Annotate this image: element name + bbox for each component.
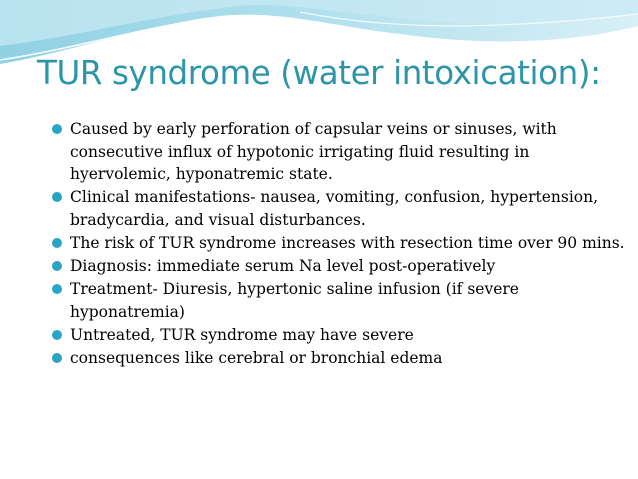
- bullet-list: [46, 118, 626, 370]
- bullet-dot-icon: [52, 124, 62, 134]
- bullet-dot-icon: [52, 192, 62, 202]
- bullet-text: Untreated, TUR syndrome may have severe: [70, 325, 414, 344]
- bullet-text: Diagnosis: immediate serum Na level post-operatively: [70, 257, 496, 276]
- bullet-dot-icon: [52, 284, 62, 294]
- bullet-text: The risk of TUR syndrome increases with resection time over 90 mins.: [70, 233, 625, 252]
- bullet-item: [46, 186, 626, 231]
- bullet-dot-icon: [52, 330, 62, 340]
- bullet-text: consequences like cerebral or bronchial edema: [70, 349, 443, 368]
- bullet-dot-icon: [52, 353, 62, 363]
- bullet-item: [46, 255, 626, 278]
- bullet-item: [46, 324, 626, 347]
- bullet-item: [46, 118, 626, 186]
- bullet-text: Clinical manifestations- nausea, vomiting, confusion, hypertension, bradycardia, and visual disturbances.: [70, 188, 599, 229]
- bullet-item: [46, 232, 626, 255]
- bullet-text: Caused by early perforation of capsular veins or sinuses, with consecutive influx of hypotonic irrigating fluid resulting in hyervolemic, hyponatremic state.: [70, 120, 557, 183]
- bullet-dot-icon: [52, 261, 62, 271]
- bullet-text: Treatment- Diuresis, hypertonic saline infusion (if severe hyponatremia): [70, 280, 519, 321]
- bullet-item: [46, 278, 626, 323]
- bullet-dot-icon: [52, 238, 62, 248]
- bullet-item: [46, 347, 626, 370]
- slide-title: TUR syndrome (water intoxication):: [37, 54, 601, 92]
